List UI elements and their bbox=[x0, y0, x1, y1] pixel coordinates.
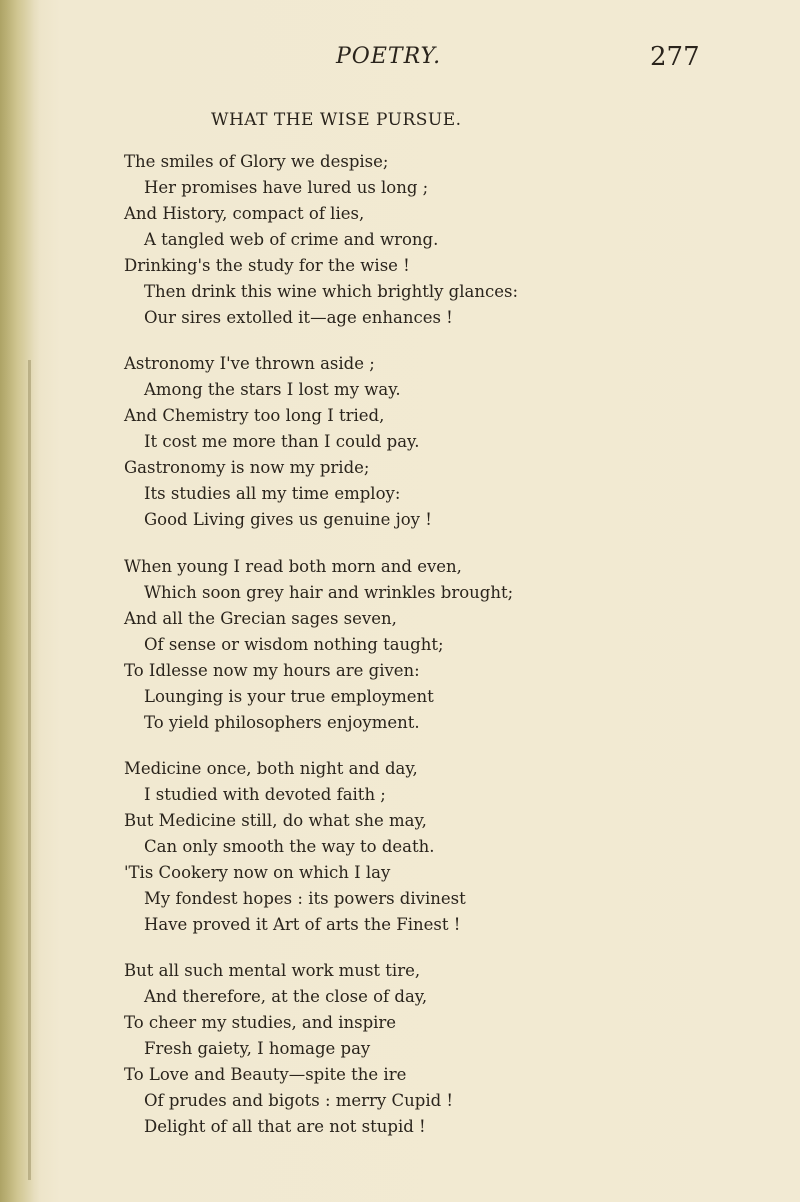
poem-line: When young I read both morn and even, bbox=[124, 557, 462, 576]
poem-line: Good Living gives us genuine joy ! bbox=[144, 510, 432, 529]
poem-line: Among the stars I lost my way. bbox=[144, 380, 401, 399]
poem-line: Then drink this wine which brightly glances: bbox=[144, 282, 519, 301]
poem-line: Drinking's the study for the wise ! bbox=[124, 256, 410, 275]
poem-line: Of sense or wisdom nothing taught; bbox=[144, 635, 444, 654]
poem-line: 'Tis Cookery now on which I lay bbox=[124, 863, 391, 882]
poem-line: I studied with devoted faith ; bbox=[144, 785, 386, 804]
poem-line: But Medicine still, do what she may, bbox=[124, 811, 427, 830]
poem-line: Lounging is your true employment bbox=[144, 687, 434, 706]
stanza-4 bbox=[124, 756, 466, 938]
poem-line: But all such mental work must tire, bbox=[124, 961, 421, 980]
poem-line: Gastronomy is now my pride; bbox=[124, 458, 370, 477]
poem-line: And Chemistry too long I tried, bbox=[124, 406, 385, 425]
page-number: 277 bbox=[650, 42, 700, 72]
poem-line: My fondest hopes : its powers divinest bbox=[144, 889, 466, 908]
poem-line: It cost me more than I could pay. bbox=[144, 432, 420, 451]
stanza-1 bbox=[124, 149, 518, 331]
poem-line: Astronomy I've thrown aside ; bbox=[124, 354, 375, 373]
poem-line: Can only smooth the way to death. bbox=[144, 837, 435, 856]
poem-line: To cheer my studies, and inspire bbox=[124, 1013, 397, 1032]
page-binding-shadow bbox=[0, 0, 40, 1202]
poem-line: To Love and Beauty—spite the ire bbox=[124, 1065, 407, 1084]
running-head: POETRY. bbox=[336, 44, 442, 69]
poem-line: Have proved it Art of arts the Finest ! bbox=[144, 915, 461, 934]
poem-line: Of prudes and bigots : merry Cupid ! bbox=[144, 1091, 454, 1110]
poem-line: And therefore, at the close of day, bbox=[144, 987, 428, 1006]
stanza-5 bbox=[124, 958, 453, 1140]
poem-line: Its studies all my time employ: bbox=[144, 484, 401, 503]
poem-line: Our sires extolled it—age enhances ! bbox=[144, 308, 453, 327]
poem-line: A tangled web of crime and wrong. bbox=[144, 230, 439, 249]
poem-line: Medicine once, both night and day, bbox=[124, 759, 418, 778]
poem-line: To yield philosophers enjoyment. bbox=[144, 713, 420, 732]
poem-line: The smiles of Glory we despise; bbox=[124, 152, 389, 171]
poem-line: Fresh gaiety, I homage pay bbox=[144, 1039, 371, 1058]
binding-edge-line bbox=[28, 360, 31, 1180]
poem-title: WHAT THE WISE PURSUE. bbox=[211, 110, 462, 130]
stanza-2 bbox=[124, 351, 432, 533]
poem-line: Which soon grey hair and wrinkles brought; bbox=[144, 583, 514, 602]
poem-line: And History, compact of lies, bbox=[124, 204, 365, 223]
poem-line: Delight of all that are not stupid ! bbox=[144, 1117, 426, 1136]
poem-line: Her promises have lured us long ; bbox=[144, 178, 429, 197]
stanza-3 bbox=[124, 554, 513, 736]
poem-line: And all the Grecian sages seven, bbox=[124, 609, 397, 628]
poem-line: To Idlesse now my hours are given: bbox=[124, 661, 420, 680]
